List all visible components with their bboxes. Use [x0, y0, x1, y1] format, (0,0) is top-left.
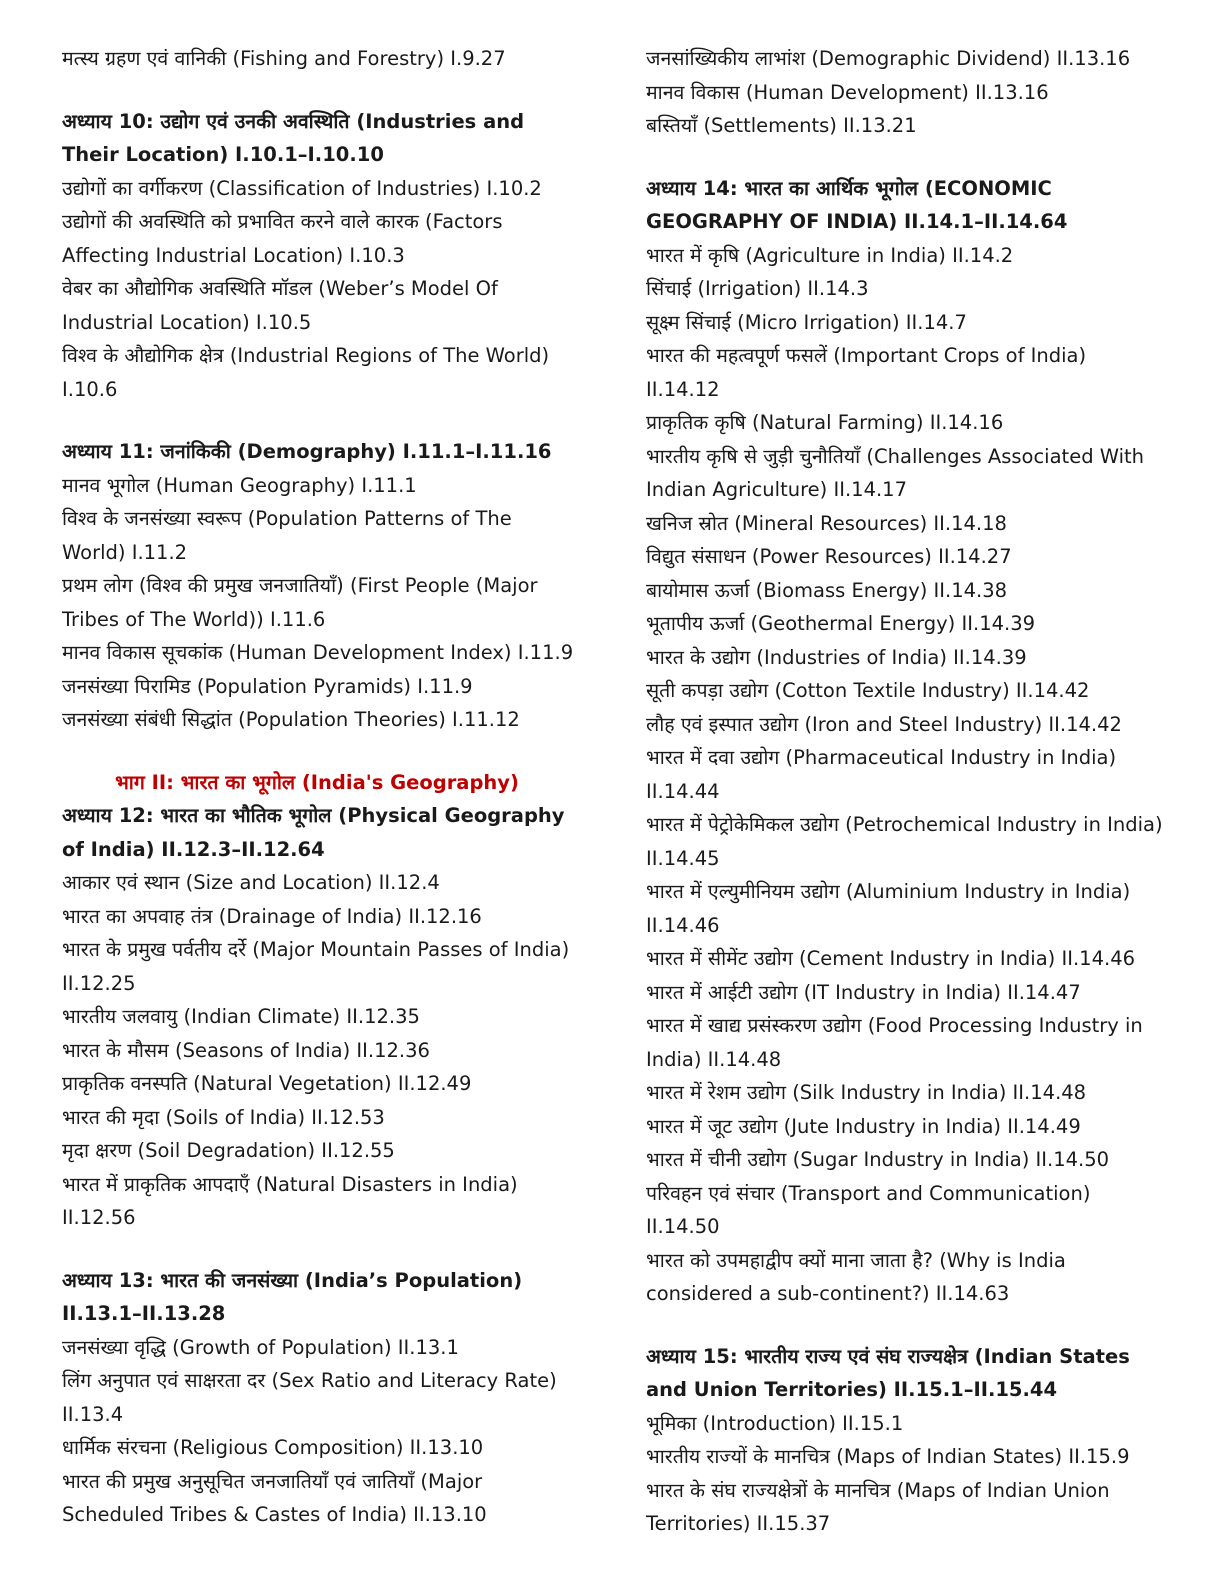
index-entry — [646, 708, 1166, 742]
entry-line: II.14.12 — [646, 377, 720, 401]
index-entry — [646, 272, 1166, 306]
entry-line: मत्स्य ग्रहण एवं वानिकी (Fishing and Forestry) I.9.27 — [62, 47, 506, 70]
right-column — [646, 42, 1166, 1541]
index-entry — [646, 109, 1166, 143]
index-entry — [646, 339, 1166, 406]
entry-line: भारत में दवा उद्योग (Pharmaceutical Industry in India) — [646, 746, 1117, 769]
index-entry — [646, 540, 1166, 574]
index-entry — [646, 808, 1166, 875]
entry-line: मानव भूगोल (Human Geography) I.11.1 — [62, 473, 417, 497]
index-entry — [646, 1177, 1166, 1244]
index-entry — [646, 1110, 1166, 1144]
index-entry — [646, 641, 1166, 675]
chapter-15 — [646, 1340, 1166, 1541]
index-entry — [646, 875, 1166, 942]
chapter-heading: अध्याय 14: भारत का आर्थिक भूगोल (ECONOMIC — [646, 176, 1052, 200]
entry-line: II.14.44 — [646, 779, 720, 803]
index-entry — [646, 1076, 1166, 1110]
entry-line: भारत के उद्योग (Industries of India) II.14.39 — [646, 645, 1027, 669]
entry-line: भारत के प्रमुख पर्वतीय दर्रे (Major Mountain Passes of India) — [62, 938, 570, 961]
chapter-heading: अध्याय 15: भारतीय राज्य एवं संघ राज्यक्षेत्र (Indian States — [646, 1344, 1130, 1368]
entry-line: विश्व के जनसंख्या स्वरूप (Population Patterns of The — [62, 507, 512, 530]
index-entry — [62, 900, 572, 934]
chapter-heading: II.13.1–II.13.28 — [62, 1302, 226, 1325]
entry-line: परिवहन एवं संचार (Transport and Communication) — [646, 1181, 1091, 1205]
index-entry — [646, 607, 1166, 641]
index-entry — [646, 674, 1166, 708]
entry-line: सूती कपड़ा उद्योग (Cotton Textile Industry) II.14.42 — [646, 679, 1090, 702]
index-entry — [646, 406, 1166, 440]
entry-line: भारत के मौसम (Seasons of India) II.12.36 — [62, 1038, 430, 1062]
chapter-10 — [62, 105, 572, 407]
entry-line: भारत में आईटी उद्योग (IT Industry in India) II.14.47 — [646, 980, 1081, 1004]
entry-line: II.12.56 — [62, 1206, 136, 1229]
index-entry — [646, 741, 1166, 808]
index-entry — [62, 1101, 572, 1135]
index-entry — [646, 306, 1166, 340]
index-entry — [646, 1244, 1166, 1311]
index-entry — [646, 440, 1166, 507]
index-entry — [62, 1034, 572, 1068]
chapter-heading: अध्याय 12: भारत का भौतिक भूगोल (Physical Geography — [62, 804, 565, 827]
entry-line: India) II.14.48 — [646, 1047, 782, 1071]
entry-line: Tribes of The World)) I.11.6 — [62, 607, 326, 631]
entry-line: Territories) II.15.37 — [646, 1512, 831, 1535]
index-entry — [62, 703, 572, 737]
entry-line: उद्योगों की अवस्थिति को प्रभावित करने वाले कारक (Factors — [62, 210, 503, 233]
entry-line: II.12.25 — [62, 971, 136, 995]
entry-line: जनसांख्यिकीय लाभांश (Demographic Dividend) II.13.16 — [646, 47, 1131, 70]
index-entry — [62, 933, 572, 1000]
entry-line: भारत को उपमहाद्वीप क्यों माना जाता है? (Why is India — [646, 1248, 1066, 1272]
chapter-heading: GEOGRAPHY OF INDIA) II.14.1–II.14.64 — [646, 210, 1068, 233]
entry-line: बायोमास ऊर्जा (Biomass Energy) II.14.38 — [646, 578, 1008, 602]
chapter-heading: अध्याय 13: भारत की जनसंख्या (India’s Population) — [62, 1268, 523, 1292]
index-entry — [62, 866, 572, 900]
index-entry — [62, 172, 572, 206]
entry-line: Affecting Industrial Location) I.10.3 — [62, 243, 405, 267]
left-column — [62, 42, 572, 1532]
entry-line: भारत का अपवाह तंत्र (Drainage of India) II.12.16 — [62, 904, 482, 928]
index-entry — [62, 1465, 572, 1532]
entry-line: खनिज स्रोत (Mineral Resources) II.14.18 — [646, 511, 1007, 535]
entry-line: विश्व के औद्योगिक क्षेत्र (Industrial Regions of The World) — [62, 344, 550, 367]
entry-line: जनसंख्या संबंधी सिद्धांत (Population Theories) I.11.12 — [62, 708, 520, 731]
entry-line: भारत की महत्वपूर्ण फसलें (Important Crops of India) — [646, 344, 1087, 367]
entry-line: World) I.11.2 — [62, 540, 188, 564]
chapter-14 — [646, 172, 1166, 1311]
entry-line: I.10.6 — [62, 377, 118, 401]
index-entry — [62, 272, 572, 339]
entry-line: भारत की मृदा (Soils of India) II.12.53 — [62, 1105, 385, 1129]
index-entry — [62, 502, 572, 569]
entry-line: Scheduled Tribes & Castes of India) II.13.10 — [62, 1503, 487, 1526]
index-entry — [62, 205, 572, 272]
entry-line: आकार एवं स्थान (Size and Location) II.12.4 — [62, 871, 440, 894]
entry-line: भारत में खाद्य प्रसंस्करण उद्योग (Food Processing Industry in — [646, 1014, 1143, 1037]
entry-line: बस्तियाँ (Settlements) II.13.21 — [646, 114, 917, 137]
entry-line: II.13.4 — [62, 1402, 124, 1426]
entry-line: considered a sub-continent?) II.14.63 — [646, 1282, 1010, 1305]
entry-line: विद्युत संसाधन (Power Resources) II.14.27 — [646, 545, 1012, 568]
entry-line: भारत में चीनी उद्योग (Sugar Industry in India) II.14.50 — [646, 1148, 1110, 1171]
index-entry — [62, 1364, 572, 1431]
entry-line: मानव विकास सूचकांक (Human Development Index) I.11.9 — [62, 641, 574, 664]
index-entry — [62, 1331, 572, 1365]
entry-line: भारत में सीमेंट उद्योग (Cement Industry in India) II.14.46 — [646, 947, 1136, 970]
entry-line: II.14.50 — [646, 1215, 720, 1238]
entry-line: भारत में कृषि (Agriculture in India) II.14.2 — [646, 243, 1014, 267]
entry-line: प्राकृतिक वनस्पति (Natural Vegetation) II.12.49 — [62, 1072, 472, 1095]
entry-line: भारत में प्राकृतिक आपदाएँ (Natural Disasters in India) — [62, 1172, 518, 1196]
index-entry — [646, 1407, 1166, 1441]
entry-line: Industrial Location) I.10.5 — [62, 310, 312, 334]
index-entry — [62, 42, 572, 76]
index-entry — [62, 469, 572, 503]
entry-line: मृदा क्षरण (Soil Degradation) II.12.55 — [62, 1139, 395, 1162]
chapter-12 — [62, 799, 572, 1235]
index-entry — [646, 42, 1166, 76]
index-entry — [646, 1440, 1166, 1474]
entry-line: लिंग अनुपात एवं साक्षरता दर (Sex Ratio and Literacy Rate) — [62, 1369, 557, 1392]
index-entry — [646, 574, 1166, 608]
entry-line: सिंचाई (Irrigation) II.14.3 — [646, 277, 869, 300]
entry-line: उद्योगों का वर्गीकरण (Classification of Industries) I.10.2 — [62, 176, 542, 200]
entry-line: भारत की प्रमुख अनुसूचित जनजातियाँ एवं जातियाँ (Major — [62, 1469, 483, 1493]
index-entry — [62, 1067, 572, 1101]
index-entry — [646, 1009, 1166, 1076]
chapter-13 — [62, 1264, 572, 1532]
entry-line: II.14.45 — [646, 846, 720, 870]
index-entry — [62, 670, 572, 704]
index-entry — [646, 1474, 1166, 1541]
entry-line: जनसंख्या वृद्धि (Growth of Population) II.13.1 — [62, 1335, 459, 1359]
index-entry — [646, 76, 1166, 110]
index-entry — [62, 569, 572, 636]
entry-line: भूतापीय ऊर्जा (Geothermal Energy) II.14.39 — [646, 612, 1036, 635]
entry-line: मानव विकास (Human Development) II.13.16 — [646, 80, 1049, 104]
entry-line: Indian Agriculture) II.14.17 — [646, 478, 907, 501]
chapter-heading: Their Location) I.10.1–I.10.10 — [62, 143, 384, 166]
entry-line: भूमिका (Introduction) II.15.1 — [646, 1411, 904, 1435]
entry-line: भारतीय राज्यों के मानचित्र (Maps of Indian States) II.15.9 — [646, 1445, 1130, 1468]
index-entry — [62, 1000, 572, 1034]
index-entry — [646, 976, 1166, 1010]
index-entry — [62, 339, 572, 406]
entry-line: धार्मिक संरचना (Religious Composition) II.13.10 — [62, 1436, 484, 1459]
entry-line: सूक्ष्म सिंचाई (Micro Irrigation) II.14.7 — [646, 310, 967, 334]
entry-line: जनसंख्या पिरामिड (Population Pyramids) I.11.9 — [62, 674, 473, 698]
chapter-heading: of India) II.12.3–II.12.64 — [62, 837, 325, 861]
entry-line: भारतीय जलवायु (Indian Climate) II.12.35 — [62, 1005, 420, 1028]
entry-line: II.14.46 — [646, 913, 720, 937]
entry-line: वेबर का औद्योगिक अवस्थिति मॉडल (Weber’s Model Of — [62, 277, 498, 300]
entry-line: प्रथम लोग (विश्व की प्रमुख जनजातियाँ) (First People (Major — [62, 574, 538, 597]
entry-line: भारत में पेट्रोकेमिकल उद्योग (Petrochemical Industry in India) — [646, 813, 1163, 836]
entry-line: भारत में एल्युमीनियम उद्योग (Aluminium Industry in India) — [646, 880, 1131, 903]
index-entry — [62, 636, 572, 670]
entry-line: लौह एवं इस्पात उद्योग (Iron and Steel Industry) II.14.42 — [646, 712, 1122, 736]
chapter-heading: and Union Territories) II.15.1–II.15.44 — [646, 1378, 1058, 1401]
chapter-heading: अध्याय 10: उद्योग एवं उनकी अवस्थिति (Industries and — [62, 109, 525, 133]
index-entry — [646, 239, 1166, 273]
index-entry — [646, 507, 1166, 541]
chapter-heading: अध्याय 11: जनांकिकी (Demography) I.11.1–I.11.16 — [62, 440, 552, 463]
entry-line: भारतीय कृषि से जुड़ी चुनौतियाँ (Challenges Associated With — [646, 444, 1145, 468]
index-entry — [62, 1168, 572, 1235]
entry-line: प्राकृतिक कृषि (Natural Farming) II.14.16 — [646, 411, 1004, 434]
index-entry — [62, 1134, 572, 1168]
entry-line: भारत में जूट उद्योग (Jute Industry in India) II.14.49 — [646, 1114, 1081, 1138]
entry-line: भारत के संघ राज्यक्षेत्रों के मानचित्र (Maps of Indian Union — [646, 1478, 1110, 1502]
entry-line: भारत में रेशम उद्योग (Silk Industry in India) II.14.48 — [646, 1081, 1087, 1104]
index-entry — [646, 942, 1166, 976]
part-heading: भाग II: भारत का भूगोल (India's Geography) — [115, 770, 519, 794]
chapter-11 — [62, 435, 572, 737]
index-entry — [646, 1143, 1166, 1177]
index-entry — [62, 1431, 572, 1465]
